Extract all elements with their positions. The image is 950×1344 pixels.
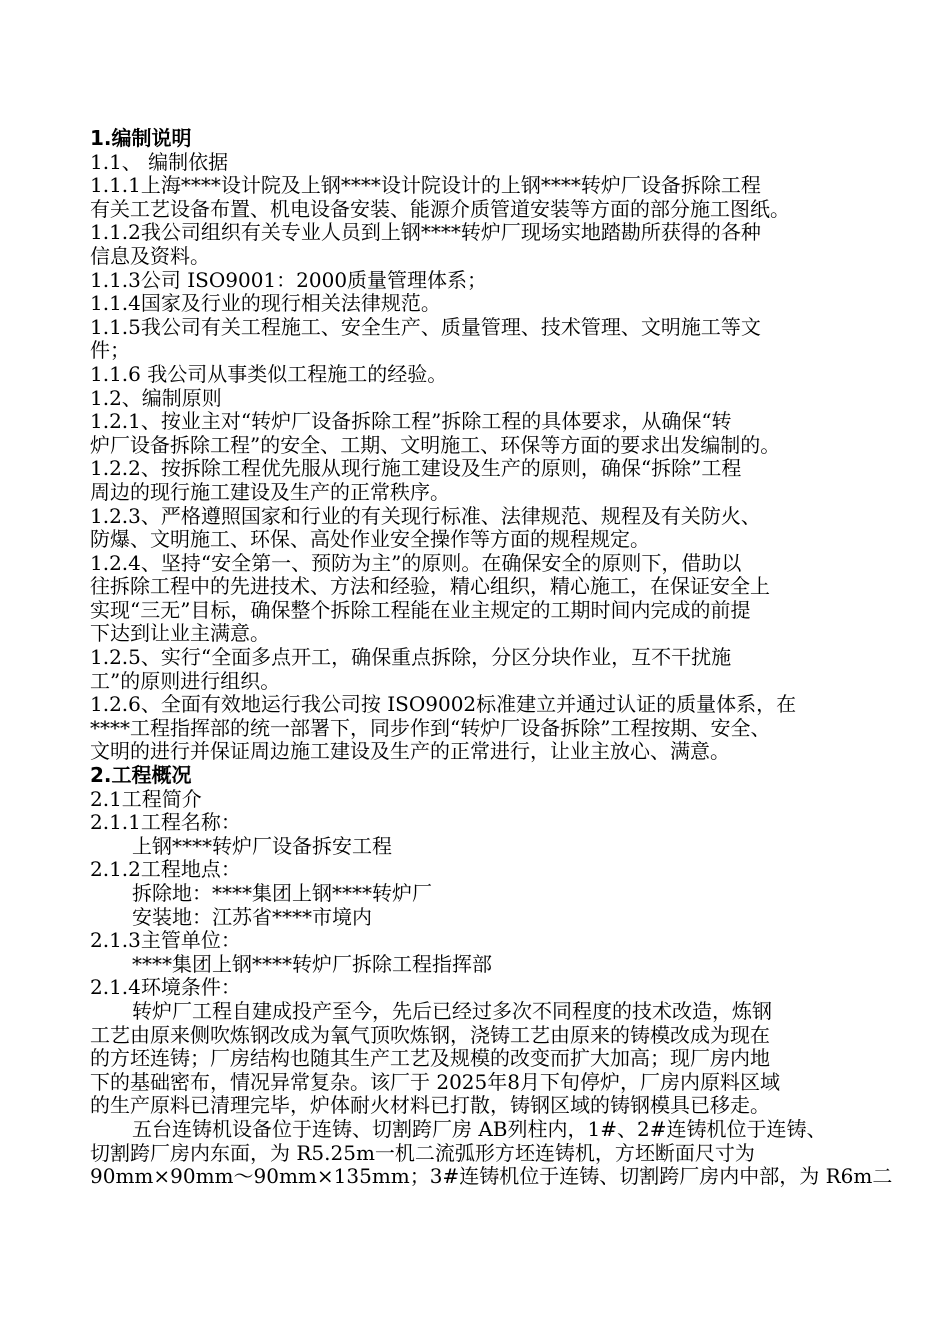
text-line: 1.2、编制原则 [90,385,222,410]
text-line: 切割跨厂房内东面，为 R5.25m一机二流弧形方坯连铸机，方坯断面尺寸为 [90,1140,755,1165]
text-line: 五台连铸机设备位于连铸、切割跨厂房 AB列柱内，1#、2#连铸机位于连铸、 [132,1116,827,1141]
text-line: 1.2.3、严格遵照国家和行业的有关现行标准、法律规范、规程及有关防火、 [90,503,761,528]
text-line: 件； [90,338,130,363]
text-line: 的方坯连铸；厂房结构也随其生产工艺及规模的改变而扩大加高；现厂房内地 [90,1046,770,1071]
text-line: 1.2.6、全面有效地运行我公司按 ISO9002标准建立并通过认证的质量体系，在 [90,692,797,717]
text-line: 往拆除工程中的先进技术、方法和经验，精心组织，精心施工，在保证安全上 [90,574,770,599]
text-line: 工”的原则进行组织。 [90,668,281,693]
text-line: 信息及资料。 [90,243,210,268]
text-line: ****工程指挥部的统一部署下，同步作到“转炉厂设备拆除”工程按期、安全、 [90,715,771,740]
text-line: 下的基础密布，情况异常复杂。该厂于 2025年8月下旬停炉，厂房内原料区域 [90,1069,780,1094]
section-heading: 2.工程概况 [90,763,192,788]
text-line: 周边的现行施工建设及生产的正常秩序。 [90,479,450,504]
text-line: 1.1.2我公司组织有关专业人员到上钢****转炉厂现场实地踏勘所获得的各种 [90,220,761,245]
text-line: 转炉厂工程自建成投产至今，先后已经过多次不同程度的技术改造，炼钢 [132,998,772,1023]
text-line: 1.1.4国家及行业的现行相关法律规范。 [90,291,441,316]
text-line: 炉厂设备拆除工程”的安全、工期、文明施工、环保等方面的要求出发编制的。 [90,432,781,457]
text-line: 1.2.1、按业主对“转炉厂设备拆除工程”拆除工程的具体要求，从确保“转 [90,409,732,434]
text-line: 2.1.3主管单位： [90,928,241,953]
text-line: ****集团上钢****转炉厂拆除工程指挥部 [132,951,492,976]
text-line: 安装地：江苏省****市境内 [132,904,372,929]
text-line: 上钢****转炉厂设备拆安工程 [132,833,392,858]
text-line: 1.1.5我公司有关工程施工、安全生产、质量管理、技术管理、文明施工等文 [90,314,761,339]
text-line: 90mm×90mm～90mm×135mm；3#连铸机位于连铸、切割跨厂房内中部，为 R6m二 [90,1164,893,1189]
text-line: 1.1.6 我公司从事类似工程施工的经验。 [90,361,448,386]
section-heading: 1.编制说明 [90,126,192,150]
text-line: 工艺由原来侧吹炼钢改成为氧气顶吹炼钢，浇铸工艺由原来的铸模改成为现在 [90,1022,770,1047]
text-line: 实现“三无”目标，确保整个拆除工程能在业主规定的工期时间内完成的前提 [90,597,751,622]
text-line: 防爆、文明施工、环保、高处作业安全操作等方面的规程规定。 [90,527,650,552]
text-line: 1.1.1上海****设计院及上钢****设计院设计的上钢****转炉厂设备拆除工程 [90,173,761,198]
text-line: 1.2.5、实行“全面多点开工，确保重点拆除，分区分块作业，互不干扰施 [90,645,732,670]
text-line: 有关工艺设备布置、机电设备安装、能源介质管道安装等方面的部分施工图纸。 [90,196,790,221]
text-line: 下达到让业主满意。 [90,621,270,646]
text-line: 文明的进行并保证周边施工建设及生产的正常进行，让业主放心、满意。 [90,739,730,764]
text-line: 2.1.2工程地点： [90,857,241,882]
text-line: 2.1.4环境条件： [90,975,241,1000]
text-line: 1.2.4、坚持“安全第一、预防为主”的原则。在确保安全的原则下，借助以 [90,550,742,575]
text-line: 的生产原料已清理完毕，炉体耐火材料已打散，铸钢区域的铸钢模具已移走。 [90,1093,770,1118]
text-line: 1.1、 编制依据 [90,149,229,174]
text-line: 2.1工程简介 [90,786,202,811]
text-line: 1.1.3公司 ISO9001：2000质量管理体系； [90,267,488,292]
document-body [90,126,893,1189]
text-line: 2.1.1工程名称： [90,810,241,835]
text-line: 拆除地：****集团上钢****转炉厂 [132,881,432,905]
text-line: 1.2.2、按拆除工程优先服从现行施工建设及生产的原则，确保“拆除”工程 [90,456,742,481]
